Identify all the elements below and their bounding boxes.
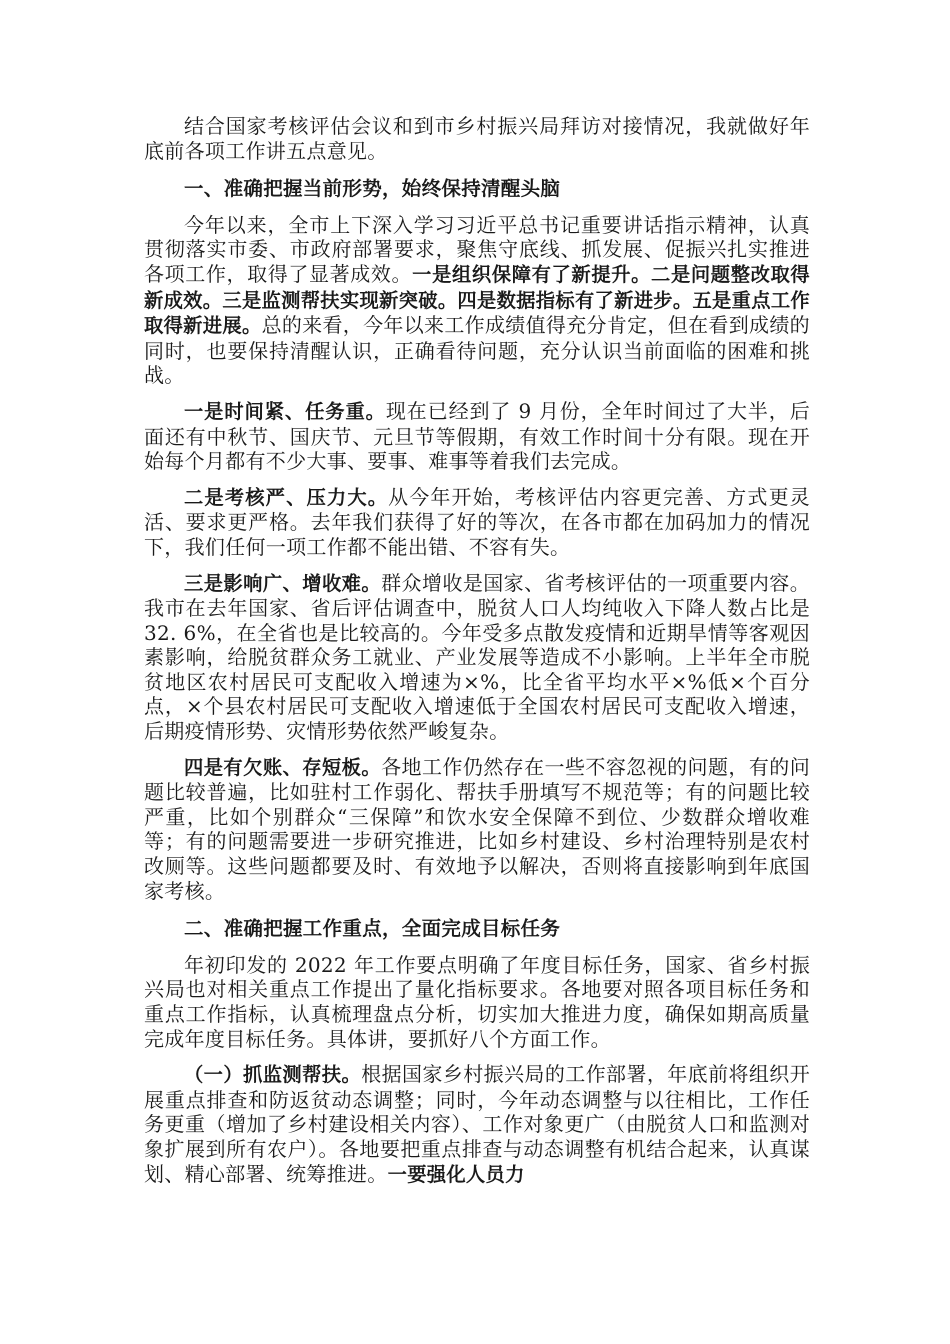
paragraph-text: 今年以来，全市上下深入学习习近平总书记重要讲话指示精神，认真贯彻落实市委、市政府部署要求，聚焦守底线、抓发展、促振兴扎实推进各项工作，取得了显著成效。 [144, 212, 810, 286]
paragraph-income [144, 571, 810, 744]
paragraph-annual-tasks: 年初印发的 2022 年工作要点明确了年度目标任务，国家、省乡村振兴局也对相关重点工作提出了量化指标要求。各地要对照各项目标任务和重点工作指标，认真梳理盘点分析，切实加大推进力度，确保如期高质量完成年度目标任务。具体讲，要抓好八个方面工作。 [144, 952, 810, 1051]
paragraph-text: 总的来看，今年以来工作成绩值得充分肯定，但在看到成绩的同时，也要保持清醒认识，正确看待问题，充分认识当前面临的困难和挑战。 [144, 313, 810, 388]
paragraph-assessment [144, 485, 810, 560]
paragraph-text: 根据国家乡村振兴局的工作部署，年底前将组织开展重点排查和防返贫动态调整；同时，今年动态调整与以往相比，工作任务更重（增加了乡村建设相关内容）、工作对象更广（由脱贫人口和监测对象扩展到所有农户）。各地要把重点排查与动态调整有机结合起来，认真谋划、精心部署、统筹推进。 [144, 1062, 810, 1186]
paragraph-bold-lead: 一是时间紧、任务重。 [184, 399, 386, 423]
paragraph-time-pressure [144, 399, 810, 474]
paragraph-bold-lead: 一是组织保障有了新提升。二是问题整改取得新成效。三是监测帮扶实现新突破。四是数据指标有了新进步。五是重点工作取得新进展。 [144, 262, 810, 338]
paragraph-text: 现在已经到了 9 月份，全年时间过了大半，后面还有中秋节、国庆节、元旦节等假期，有效工作时间十分有限。现在开始每个月都有不少大事、要事、难事等着我们去完成。 [144, 398, 810, 474]
paragraph-text: 群众增收是国家、省考核评估的一项重要内容。我市在去年国家、省后评估调查中，脱贫人口人均纯收入下降人数占比是 32. 6%，在全省也是比较高的。今年受多点散发疫情和近期旱情等客观因素影响，给脱贫群众务工就业、产业发展等造成不小影响。上半年全市脱贫地区农村居民可支配收入增速为×%，比全省平均水平×%低×个百分点，×个县农村居民可支配收入增速低于全国农村居民可支配收入增速，后期疫情形势、灾情形势依然严峻复杂。 [144, 570, 810, 744]
paragraph-situation [144, 213, 810, 388]
paragraph-bold-tail: 一要强化人员力 [387, 1162, 525, 1186]
paragraph-text: 各地工作仍然存在一些不容忽视的问题，有的问题比较普遍，比如驻村工作弱化、帮扶手册填写不规范等；有的问题比较严重，比如个别群众“三保障”和饮水安全保障不到位、少数群众增收难等；有的问题需要进一步研究推进，比如乡村建设、乡村治理特别是农村改厕等。这些问题都要及时、有效地予以解决，否则将直接影响到年底国家考核。 [144, 754, 810, 903]
paragraph-bold-lead: 三是影响广、增收难。 [184, 571, 382, 595]
paragraph-monitoring [144, 1062, 810, 1187]
paragraph-bold-lead: 四是有欠账、存短板。 [184, 755, 382, 779]
intro-paragraph: 结合国家考核评估会议和到市乡村振兴局拜访对接情况，我就做好年底前各项工作讲五点意见。 [144, 114, 810, 163]
paragraph-text: 从今年开始，考核评估内容更完善、方式更灵活、要求更严格。去年我们获得了好的等次，在各市都在加码加力的情况下，我们任何一项工作都不能出错、不容有失。 [144, 484, 811, 559]
document-page [144, 114, 810, 1187]
paragraph-shortcomings [144, 755, 810, 904]
section-heading-1: 一、准确把握当前形势，始终保持清醒头脑 [184, 177, 561, 201]
paragraph-bold-lead: 二是考核严、压力大。 [184, 485, 389, 509]
paragraph-bold-lead: （一）抓监测帮扶。 [184, 1063, 362, 1087]
section-heading-2: 二、准确把握工作重点，全面完成目标任务 [184, 917, 561, 941]
